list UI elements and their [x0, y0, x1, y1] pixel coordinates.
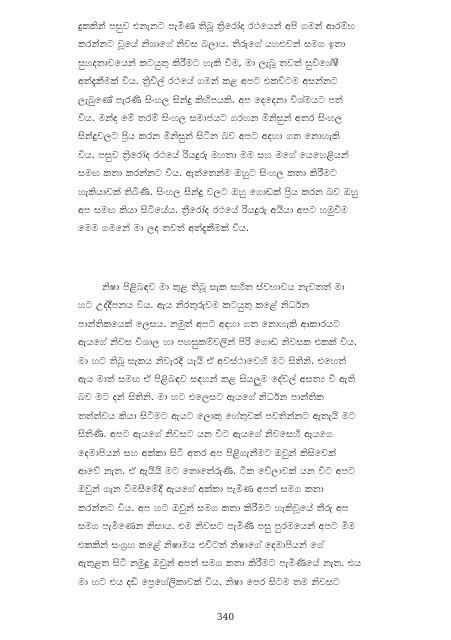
paragraph-1-line: හැකියාවක් තිබිණි. සිංහල සින්දු වලට ඔහු ගොඩක් ප්‍රිය කරන බව ඔහු — [78, 186, 359, 198]
paragraph-1-line: ලැබුණේ පැරණි සිංහල සින්දු කිහිපයකි. අප දෙදෙනා විශ්මයට පත් — [78, 94, 343, 106]
paragraph-1-line: කරන්නට වූයේ නිශාගේ නිවස බලාය. තිරුගේ යහළුවන් සමග ඉතා — [78, 39, 346, 51]
paragraph-2-line: ඇය මාත් සමඟ ඒ පිළිබඳව සඳහන් කළ සියලුම දේවල් අසත්‍ය වී ඇති — [78, 374, 356, 386]
paragraph-2-line: දෙමාපියන් සහ අක්කා සිටි අතර අප පිළිගැනීමට ඔවුන් කිසිවෙක් — [78, 447, 336, 459]
paragraph-2-line: සිතිණි. අපට ඇයගේ නිවසට යන විට ඇයගේ නිවසෙහි ඇයගෙ — [78, 429, 333, 441]
paragraph-2-line: බව මට දන් සිතිනි. මා හට එලෙසට ඇයගේ නිර්ධන පාන්තික — [78, 392, 324, 404]
paragraph-1-line: දුකකින් පසුව එනැනට පැමිණ තිබූ ත්‍රිරෝද රථයෙන් අපි ගමන් ආරම්භ — [78, 21, 356, 32]
page-number: 340 — [216, 613, 235, 623]
paragraph-1-line: අප සමඟ කියා සිටියේය. ත්‍රීරෝද රථයේ රියදුරු අයියා අපට හමුවීම — [78, 205, 348, 217]
paragraph-2-line: ඇතුළත සිටි නමුදු ඔවුන් අපත් සමග කතා කිරීමට පැමිණියේ නැත. එය — [78, 558, 362, 570]
paragraph-1-line: විය. මන්ද මේ තරම් සිංහල සමාජයට ගරහන මිනිසුන් අතර සිංහල — [78, 113, 343, 125]
paragraph-2-line: ඇයගේ නිවස විශාල හා පහසුකම්වලින් පිරි ගොඩ නිවසක එකක් විය. — [78, 337, 357, 349]
paragraph-2-line: ඔවුන් ගැන විමසීමේදී ඇයගේ අක්කා පැමිණ අපත් සමග කතා — [78, 484, 324, 496]
paragraph-2-line: කරන්නට විය. අප හට ඔවුන් සමග කතා කිරීමට හැකිවූයේ තීරු අප — [78, 502, 349, 514]
paragraph-2-line: මා හට එය දඩි ප්‍රෙහේලිකාවක් විය. නිෂා පෙර සිටම තම නිවසට — [78, 576, 340, 588]
paragraph-1-line: සමඟ කතා කරන්නට විය. ඇත්තෙන්ම ඔහුට සිංහල කතා කිරීමට — [78, 168, 337, 180]
paragraph-2-line: මා හට තිබූ සැකය නිවැරදි යැයි ඒ අවස්ථාවෙහි මට සිතිනි. එහෙත් — [78, 355, 346, 367]
paragraph-2-line: ආවේ නැත. ඒ ඇයියි මට තොතේරුණි. ටික වේලාවක් යන විට අපට — [78, 466, 355, 478]
paragraph-2-line: තත්ත්වය කියා සිටීමට ඇයට ලොකු හේතුවක් පවතින්නට ඇතැයි මට — [78, 410, 356, 422]
paragraph-2-line: නිෂා පිළිබඳව මා තුළ තිබූ සැක සහිත ස්වභාවය නැවතත් මා — [102, 282, 345, 293]
paragraph-2-line: පාන්තිකයෙක් ලෙසය. නමුත් අපට අදහා ගත නොහැකි ආකාරයට — [78, 318, 340, 330]
paragraph-2-line: හට උද්දීපනය විය. ඇය නිරතුරුවම කටයුතු කළේ නිර්ධන — [78, 300, 310, 312]
paragraph-1-line: අත්දැකීමක් විය. ත්‍රිවීල් රථයේ ගමන් කළ අපට එකවිටම අසන්නට — [78, 76, 338, 88]
paragraph-2-line: එකකින් සංග්‍රහ කළේ නිෂාමය එවිටත් නිෂාගේ දෙමාපියන් ගේ — [78, 539, 324, 551]
paragraph-1 — [78, 18, 378, 239]
paragraph-1-line: සින්දුවලට ප්‍රිය කරන මිනිසුන් සිටින බව අපට අදහා ගත නොහැකි — [78, 131, 340, 143]
paragraph-1-line: සුහදතාවයෙන් කටයුතු කිරීමට හැකි වීම, මා ලැබූ තවත් සුවිශේෂී — [78, 57, 339, 69]
paragraph-1-line: මෙම ගමනේ මා ලද තවත් අත්දැකීමක් විය. — [78, 223, 250, 235]
paragraph-2-line: සමග පැමිණෙන නිසාය. එම නිවසට පැමිණි පසු පුරමයෙන් අපට මීම — [78, 521, 356, 533]
paragraph-1-line: විය. පසුව ත්‍රිරෝද රථයේ රියදුරු මහතා මම සහ මගේ යෙහෙළියන් — [78, 149, 349, 161]
paragraph-2 — [78, 279, 378, 592]
